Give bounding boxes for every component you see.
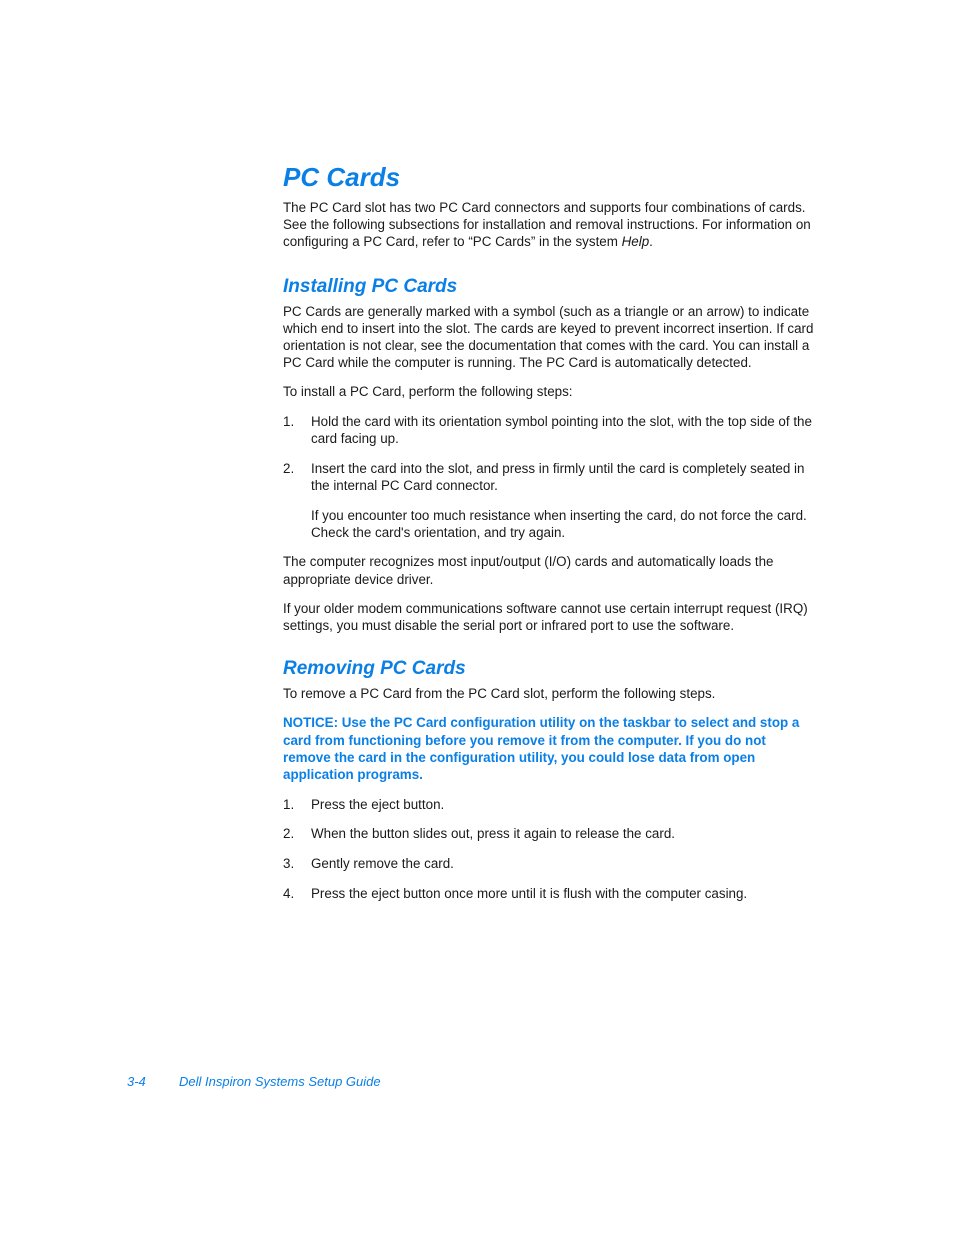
remove-step (283, 796, 817, 813)
installing-paragraph-1: PC Cards are generally marked with a symbol (such as a triangle or an arrow) to indicate which end to insert into the slot. The cards are keyed to prevent incorrect insertion. If card orientation is not clear, see the documentation that comes with the card. You can install a PC Card while the computer is running. The PC Card is automatically detected. (283, 303, 814, 371)
step-number: 2. (283, 826, 295, 842)
remove-steps-list (283, 796, 817, 902)
step-text: Press the eject button once more until it is flush with the computer casing. (311, 885, 748, 901)
step-text: Press the eject button. (311, 796, 445, 812)
installing-paragraph-4: If your older modem communications software cannot use certain interrupt request (IRQ) settings, you must disable the serial port or infrared port to use the software. (283, 600, 808, 633)
installing-heading: Installing PC Cards (283, 275, 458, 297)
remove-step (283, 885, 817, 902)
help-emphasis: Help (621, 234, 650, 250)
step-text: Insert the card into the slot, and press in firmly until the card is completely seated in the internal PC Card connector. (311, 461, 805, 494)
step-number: 1. (283, 796, 295, 812)
installing-paragraph-2: To install a PC Card, perform the following steps: (283, 384, 573, 400)
intro-paragraph (283, 199, 817, 251)
step-text: When the button slides out, press it again to release the card. (311, 826, 675, 842)
install-step (283, 413, 817, 447)
footer-page-number: 3-4 (127, 1074, 146, 1089)
step-number: 4. (283, 885, 295, 901)
installing-paragraph-3: The computer recognizes most input/output (I/O) cards and automatically loads the appropriate device driver. (283, 554, 774, 587)
intro-text: The PC Card slot has two PC Card connectors and supports four combinations of cards. See the following subsections for installation and removal instructions. For information on configuring a PC Card, refer to “PC Cards” in the system (283, 200, 811, 250)
intro-end: . (649, 234, 653, 250)
step-note: If you encounter too much resistance when inserting the card, do not force the card. Check the card's orientation, and try again. (311, 507, 807, 541)
footer-guide-title: Dell Inspiron Systems Setup Guide (179, 1074, 381, 1089)
step-text: Hold the card with its orientation symbol pointing into the slot, with the top side of the card facing up. (311, 414, 812, 447)
remove-step (283, 855, 817, 872)
step-number: 1. (283, 414, 295, 430)
notice-text: NOTICE: Use the PC Card configuration utility on the taskbar to select and stop a card from functioning before you remove it from the computer. If you do not remove the card in the configuration utility, you could lose data from open application programs. (283, 715, 800, 782)
page-footer (127, 1074, 381, 1089)
removing-paragraph-1: To remove a PC Card from the PC Card slot, perform the following steps. (283, 686, 716, 702)
step-number: 3. (283, 856, 295, 872)
removing-heading: Removing PC Cards (283, 658, 466, 680)
remove-step (283, 825, 817, 842)
step-text: Gently remove the card. (311, 856, 454, 872)
document-body (283, 158, 817, 902)
page-title: PC Cards (283, 162, 401, 192)
install-step (283, 460, 817, 541)
install-steps-list (283, 413, 817, 541)
step-number: 2. (283, 461, 295, 477)
